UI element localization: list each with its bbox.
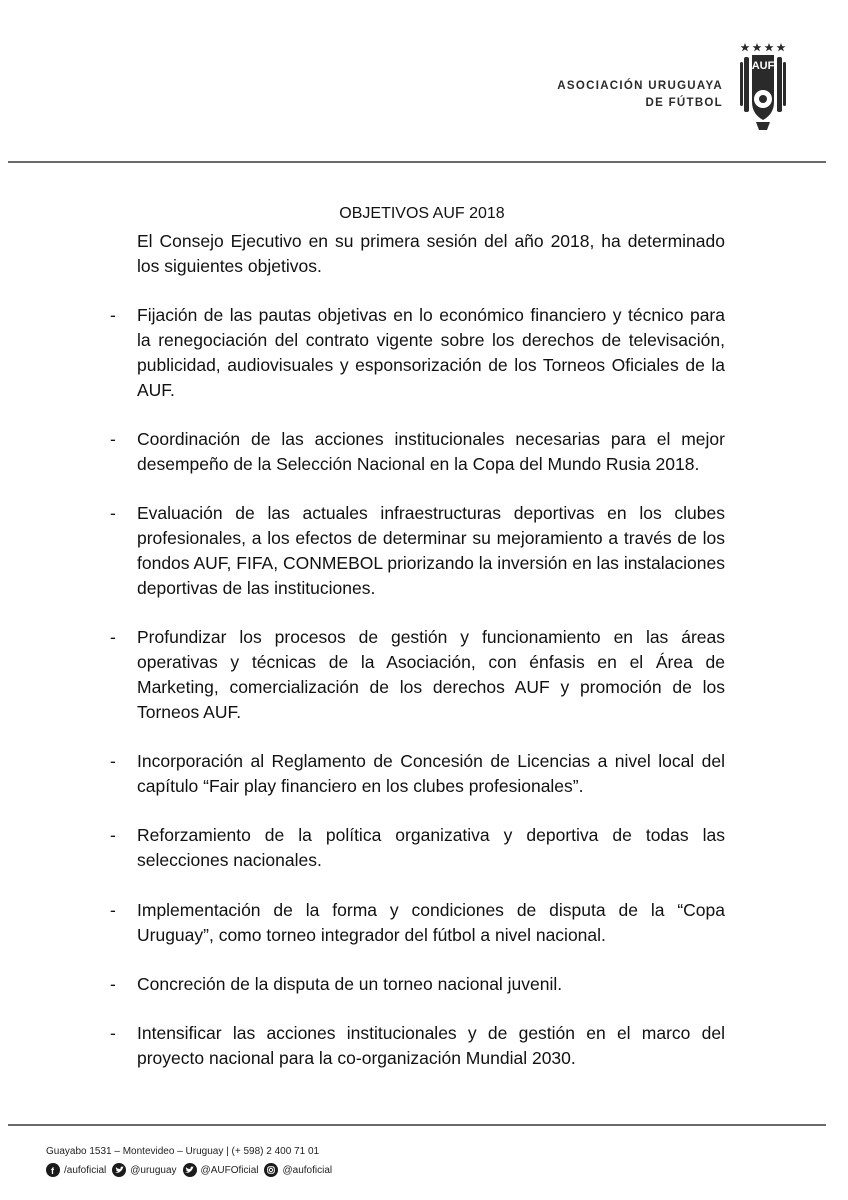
bullet-dash: - <box>110 503 116 523</box>
social-facebook[interactable] <box>46 1163 106 1177</box>
footer-divider <box>8 1124 826 1126</box>
objective-text: Fijación de las pautas objetivas en lo económico financiero y técnico para la renegociación del contrato vigente sobre los derechos de televisación, publicidad, audiovisuales y esponsorización de los Torneos Oficiales de la AUF. <box>137 305 725 400</box>
objective-item <box>0 625 848 749</box>
auf-crest-logo <box>738 42 788 132</box>
social-facebook-label: /aufoficial <box>64 1164 107 1176</box>
objective-item <box>0 1021 848 1071</box>
social-links <box>46 1163 338 1177</box>
document-title <box>0 204 848 224</box>
objective-item <box>0 303 848 427</box>
objective-text: Implementación de la forma y condiciones de disputa de la “Copa Uruguay”, como torneo integrador del fútbol a nivel nacional. <box>137 900 725 945</box>
letterhead <box>0 0 848 162</box>
social-instagram-label: @aufoficial <box>282 1164 333 1176</box>
bullet-dash: - <box>110 429 116 449</box>
objective-text: Concreción de la disputa de un torneo nacional juvenil. <box>137 974 563 994</box>
social-twitter-aufoficial[interactable] <box>183 1163 259 1177</box>
header-divider <box>8 161 826 163</box>
organization-name-line1: ASOCIACIÓN URUGUAYA <box>557 80 723 92</box>
objective-text: Intensificar las acciones institucionales y de gestión en el marco del proyecto nacional para la co-organización Mundial 2030. <box>137 1023 725 1068</box>
objective-item <box>0 823 848 898</box>
instagram-icon <box>264 1163 278 1177</box>
bullet-dash: - <box>110 1023 116 1043</box>
social-twitter-aufoficial-label: @AUFOficial <box>200 1164 259 1176</box>
document-title-text: OBJETIVOS AUF 2018 <box>339 205 505 222</box>
footer-address: Guayabo 1531 – Montevideo – Uruguay | (+ 598) 2 400 71 01 <box>46 1146 320 1157</box>
objective-text: Evaluación de las actuales infraestructuras deportivas en los clubes profesionales, a los efectos de determinar su mejoramiento a través de los fondos AUF, FIFA, CONMEBOL priorizando la inversión en las instalaciones deportivas de las instituciones. <box>137 503 725 598</box>
bullet-dash: - <box>110 751 116 771</box>
svg-text:AUF: AUF <box>751 60 775 72</box>
bullet-dash: - <box>110 825 116 845</box>
organization-name-line2: DE FÚTBOL <box>645 97 723 109</box>
social-twitter-uruguay-label: @uruguay <box>130 1164 177 1176</box>
objective-text: Reforzamiento de la política organizativa y deportiva de todas las selecciones nacionales. <box>137 825 725 870</box>
objective-text: Profundizar los procesos de gestión y funcionamiento en las áreas operativas y técnicas de la Asociación, con énfasis en el Área de Marketing, comercialización de los derechos AUF y promoción de los Torneos AUF. <box>137 627 725 722</box>
objective-item <box>0 427 848 501</box>
bullet-dash: - <box>110 900 116 920</box>
bullet-dash: - <box>110 627 116 647</box>
twitter-icon <box>183 1163 197 1177</box>
objective-text: Incorporación al Reglamento de Concesión de Licencias a nivel local del capítulo “Fair play financiero en los clubes profesionales”. <box>137 751 725 796</box>
facebook-icon <box>46 1163 60 1177</box>
objectives-list <box>0 303 848 1071</box>
intro-paragraph: El Consejo Ejecutivo en su primera sesión del año 2018, ha determinado los siguientes objetivos. <box>137 231 725 276</box>
objective-item <box>0 501 848 625</box>
social-twitter-uruguay[interactable] <box>112 1163 176 1177</box>
bullet-dash: - <box>110 974 116 994</box>
objective-text: Coordinación de las acciones institucionales necesarias para el mejor desempeño de la Selección Nacional en la Copa del Mundo Rusia 2018. <box>137 429 725 474</box>
twitter-icon <box>112 1163 126 1177</box>
organization-name <box>557 78 723 112</box>
objective-item <box>0 898 848 972</box>
objective-item <box>0 972 848 1021</box>
objective-item <box>0 749 848 823</box>
svg-text:f: f <box>51 1165 54 1175</box>
bullet-dash: - <box>110 305 116 325</box>
social-instagram[interactable] <box>264 1163 332 1177</box>
stars-icon <box>741 43 786 51</box>
